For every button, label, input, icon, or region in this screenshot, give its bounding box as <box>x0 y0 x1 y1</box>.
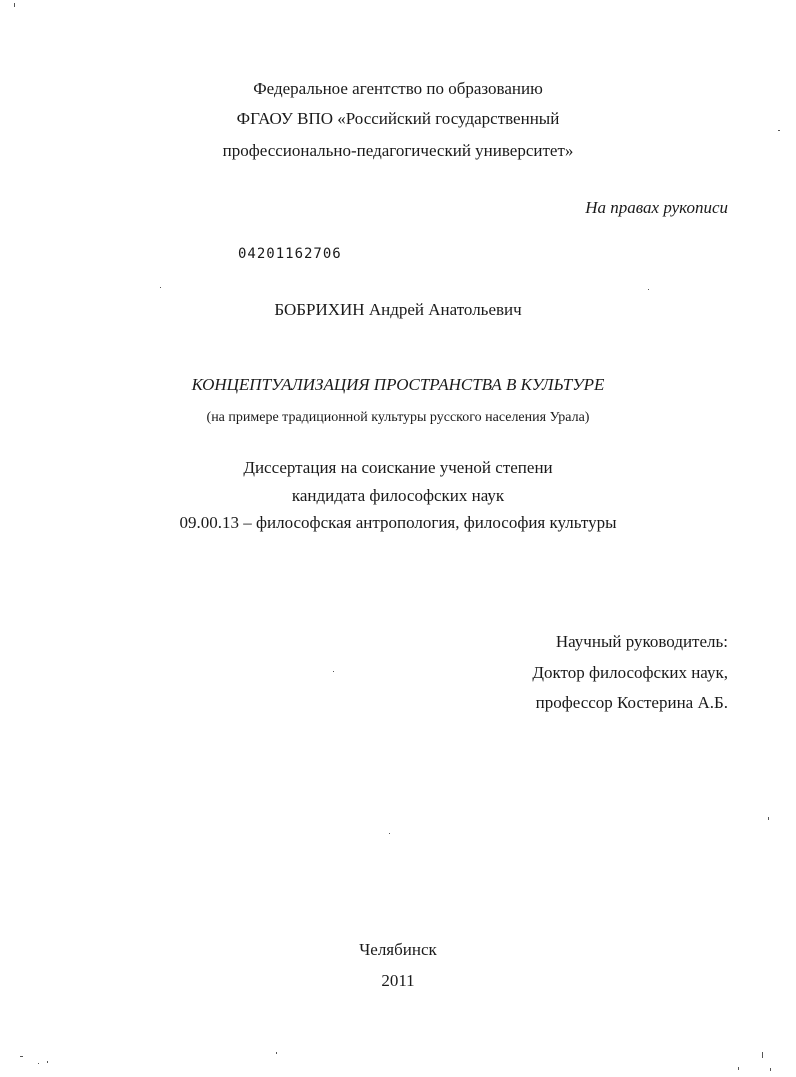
scan-speck <box>389 833 390 834</box>
supervisor-name: профессор Костерина А.Б. <box>535 693 728 712</box>
degree-line-1: Диссертация на соискание ученой степени <box>243 458 553 477</box>
scan-speck <box>47 1061 48 1063</box>
scan-speck <box>768 817 769 820</box>
degree-specialty: 09.00.13 – философская антропология, философия культуры <box>179 513 617 532</box>
supervisor-label: Научный руководитель: <box>555 632 728 651</box>
author-name: БОБРИХИН Андрей Анатольевич <box>274 300 522 319</box>
agency-line: Федеральное агентство по образованию <box>253 79 543 98</box>
year: 2011 <box>381 971 415 990</box>
scan-speck <box>160 287 161 288</box>
dissertation-title: КОНЦЕПТУАЛИЗАЦИЯ ПРОСТРАНСТВА В КУЛЬТУРЕ <box>191 375 605 394</box>
scan-speck <box>770 1068 771 1071</box>
supervisor-degree: Доктор философских наук, <box>532 663 728 682</box>
scan-speck <box>20 1056 23 1057</box>
degree-line-2: кандидата философских наук <box>291 486 505 505</box>
scan-speck <box>762 1052 763 1058</box>
scan-speck <box>778 130 780 131</box>
institution-line-1: ФГАОУ ВПО «Российский государственный <box>236 109 560 128</box>
registration-number: 04201162706 <box>238 246 342 262</box>
scan-speck <box>276 1052 277 1054</box>
scan-speck <box>333 671 334 672</box>
city: Челябинск <box>359 940 437 959</box>
scan-speck <box>738 1067 739 1070</box>
institution-line-2: профессионально-педагогический университет» <box>222 141 574 160</box>
manuscript-note: На правах рукописи <box>585 198 728 217</box>
scan-speck <box>648 289 649 290</box>
dissertation-subtitle: (на примере традиционной культуры русского населения Урала) <box>206 410 590 425</box>
scan-speck <box>38 1063 39 1064</box>
scan-speck <box>14 3 15 7</box>
